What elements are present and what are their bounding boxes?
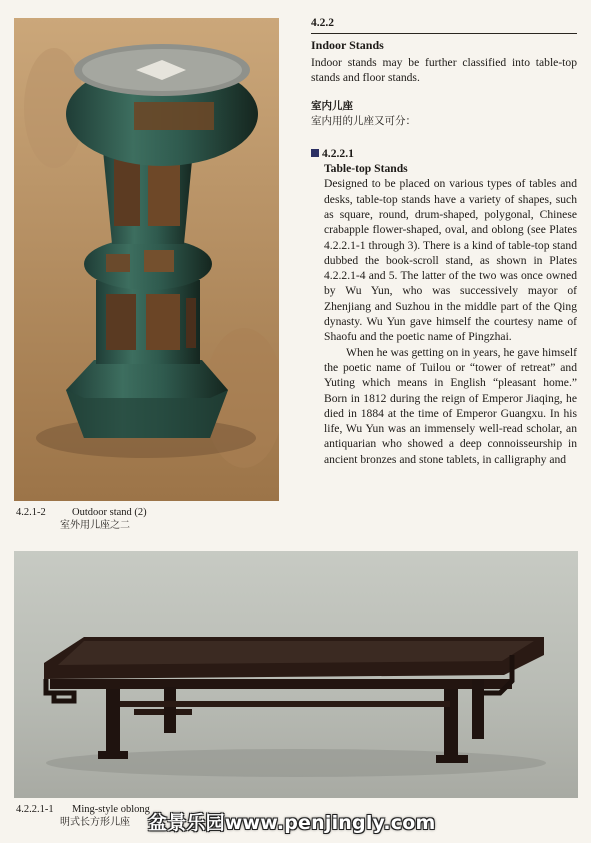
- ming-stand-photo: [14, 551, 578, 798]
- section-intro: Indoor stands may be further classified into table-top stands and floor stands.: [311, 55, 577, 84]
- section-title: Indoor Stands: [311, 38, 384, 53]
- outdoor-stand-photo: [14, 18, 279, 501]
- ming-stand-illustration: [14, 551, 578, 798]
- subsection-title: Table-top Stands: [324, 162, 408, 176]
- figure-caption-chinese: 室外用儿座之二: [60, 520, 130, 531]
- outdoor-stand-illustration: [14, 18, 279, 501]
- section-number: 4.2.2: [311, 17, 334, 29]
- figure-caption-chinese-bottom: 明式长方形儿座: [60, 817, 130, 828]
- site-watermark: 盆景乐园www.penjingly.com: [148, 812, 436, 834]
- figure-caption-bottom: [16, 803, 150, 829]
- body-paragraph-2: When he was getting on in years, he gave himself the poetic name of Tuilou or “tower of retreat” and Yuting which means in English “pleasant home.” Born in 1812 during the reign of Emperor Jiaqing, he died in 1884 at the time of Emperor Guangxu. In his life, Wu Yun was an immensely well-read scholar, an antiquarian who showed a deep connoisseurship in ancient bronzes and stone tablets, in calligraphy and: [324, 345, 577, 466]
- text-column: [311, 16, 577, 467]
- figure-number-bottom: 4.2.2.1-1: [16, 804, 54, 815]
- figure-caption-top: [16, 506, 147, 532]
- figure-caption-english: Outdoor stand (2): [72, 507, 147, 518]
- figure-number: 4.2.1-2: [16, 507, 46, 518]
- square-bullet-icon: [311, 149, 319, 157]
- subsection-heading: [311, 146, 577, 161]
- body-paragraph-1: Designed to be placed on various types of tables and desks, table-top stands have a variety of shapes, such as square, round, drum-shaped, polygonal, Chinese crabapple flower-shaped, oval, and oblong (see Plates 4.2.2.1-1 through 3). There is a kind of table-top stand dubbed the book-scroll stand, as shown in Plates 4.2.2.1-4 and 5. The latter of the two was once owned by Wu Yun, who was successively mayor of Zhenjiang and Suzhou in the middle part of the Qing dynasty. Wu Yun gave himself the courtesy name of Shaofu and the poetic name of Pingzhai.: [324, 177, 577, 344]
- section-intro-chinese: 室内用的儿座又可分：: [311, 115, 416, 128]
- subsection-number: 4.2.2.1: [322, 146, 354, 160]
- figure-caption-english-bottom: Ming-style oblong: [72, 804, 150, 815]
- section-rule: [311, 33, 577, 34]
- section-title-chinese: 室内儿座: [311, 100, 353, 113]
